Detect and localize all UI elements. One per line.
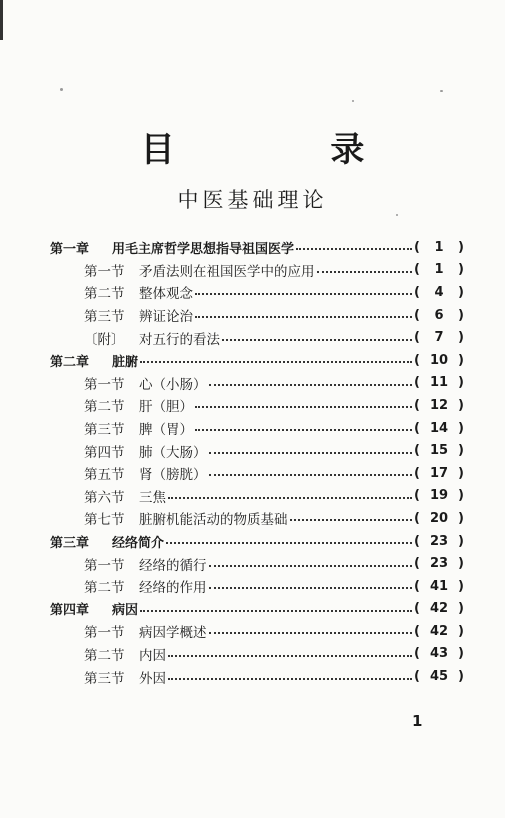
toc-chapter-row	[50, 598, 464, 621]
toc-dot-leader	[195, 429, 412, 431]
toc-entry-title: 矛盾法则在祖国医学中的应用	[139, 263, 315, 280]
open-paren: (	[414, 669, 420, 685]
toc-dot-leader	[140, 361, 412, 363]
open-paren: (	[414, 465, 420, 481]
toc-section-row	[50, 575, 464, 598]
toc-page-number: 1	[434, 262, 444, 278]
open-paren: (	[414, 284, 420, 300]
toc-entry-number: 第二节	[84, 286, 125, 303]
toc-entry-title: 肺（大肠）	[139, 444, 207, 461]
toc-dot-leader	[290, 519, 413, 521]
open-paren: (	[414, 601, 420, 617]
page-subtitle: 中医基础理论	[177, 188, 328, 212]
toc-entry-title: 经络的循行	[139, 557, 207, 574]
toc-entry-title: 心（小肠）	[139, 376, 207, 393]
toc-page-ref	[414, 534, 464, 549]
toc-section-row	[50, 326, 464, 349]
toc-page-ref	[414, 646, 464, 661]
toc-page-number: 45	[429, 669, 449, 685]
toc-chapter-row	[50, 530, 464, 553]
toc-dot-leader	[195, 406, 412, 408]
toc-dot-leader	[317, 271, 413, 273]
toc-page-ref	[414, 624, 464, 639]
toc-entry-number: 第五节	[84, 467, 125, 484]
close-paren: )	[458, 307, 464, 323]
toc-entry-title: 用毛主席哲学思想指导祖国医学	[112, 241, 295, 257]
toc-page-ref	[414, 443, 464, 458]
toc-section-row	[50, 417, 464, 440]
toc-page-ref	[414, 375, 464, 390]
toc-page-number: 23	[429, 556, 449, 572]
close-paren: )	[458, 533, 464, 549]
toc-dot-leader	[195, 293, 412, 295]
toc-section-row	[50, 507, 464, 530]
toc-entry-number: 第四章	[50, 603, 90, 619]
table-of-contents	[50, 236, 464, 688]
toc-entry-number: 第七节	[84, 512, 125, 529]
toc-dot-leader	[140, 610, 412, 612]
toc-entry-title: 整体观念	[139, 286, 193, 303]
toc-entry-number: 第一章	[50, 241, 90, 257]
toc-dot-leader	[168, 655, 412, 657]
toc-entry-number: 〔附〕	[84, 331, 125, 348]
print-speck	[352, 100, 354, 102]
toc-page-ref	[414, 308, 464, 323]
toc-dot-leader	[222, 339, 412, 341]
toc-entry-number: 第三章	[50, 535, 90, 551]
toc-dot-leader	[209, 565, 413, 567]
close-paren: )	[458, 623, 464, 639]
toc-entry-title: 三焦	[139, 489, 166, 506]
toc-entry-number: 第二节	[84, 399, 125, 416]
toc-entry-title: 辨证论治	[139, 309, 193, 326]
open-paren: (	[414, 556, 420, 572]
toc-section-row	[50, 665, 464, 688]
toc-page-ref	[414, 353, 464, 368]
toc-entry-number: 第一节	[84, 376, 125, 393]
toc-dot-leader	[168, 497, 412, 499]
toc-entry-number: 第三节	[84, 422, 125, 439]
toc-page-number: 1	[434, 239, 444, 255]
toc-page-ref	[414, 669, 464, 684]
close-paren: )	[458, 646, 464, 662]
close-paren: )	[458, 465, 464, 481]
toc-dot-leader	[209, 384, 413, 386]
toc-section-row	[50, 552, 464, 575]
toc-section-row	[50, 304, 464, 327]
toc-dot-leader	[166, 542, 412, 544]
toc-page-ref	[414, 556, 464, 571]
toc-page-ref	[414, 240, 464, 255]
toc-entry-title: 脏腑	[112, 354, 139, 370]
toc-page-ref	[414, 262, 464, 277]
toc-entry-title: 经络简介	[112, 535, 165, 551]
toc-page-ref	[414, 466, 464, 481]
toc-entry-number: 第二节	[84, 580, 125, 597]
close-paren: )	[458, 443, 464, 459]
toc-section-row	[50, 485, 464, 508]
toc-dot-leader	[168, 678, 412, 680]
toc-chapter-row	[50, 236, 464, 259]
toc-dot-leader	[209, 452, 413, 454]
toc-entry-number: 第二章	[50, 354, 90, 370]
toc-entry-title: 对五行的看法	[139, 331, 220, 348]
toc-dot-leader	[209, 474, 413, 476]
toc-section-row	[50, 372, 464, 395]
open-paren: (	[414, 510, 420, 526]
close-paren: )	[458, 284, 464, 300]
close-paren: )	[458, 239, 464, 255]
toc-page-number: 42	[429, 623, 449, 639]
toc-entry-title: 外因	[139, 670, 166, 687]
open-paren: (	[414, 352, 420, 368]
toc-page-number: 10	[429, 352, 449, 368]
open-paren: (	[414, 578, 420, 594]
toc-page-ref	[414, 511, 464, 526]
open-paren: (	[414, 623, 420, 639]
toc-page-ref	[414, 488, 464, 503]
toc-page-ref	[414, 601, 464, 616]
toc-entry-number: 第三节	[84, 670, 125, 687]
open-paren: (	[414, 420, 420, 436]
toc-section-row	[50, 259, 464, 282]
toc-entry-title: 经络的作用	[139, 580, 207, 597]
toc-page-number: 14	[429, 420, 449, 436]
toc-section-row	[50, 620, 464, 643]
toc-dot-leader	[296, 248, 412, 250]
toc-section-row	[50, 439, 464, 462]
toc-page-number: 4	[434, 284, 444, 300]
toc-page-ref	[414, 285, 464, 300]
toc-entry-title: 肝（胆）	[139, 399, 193, 416]
toc-chapter-row	[50, 349, 464, 372]
toc-page-number: 15	[429, 443, 449, 459]
close-paren: )	[458, 420, 464, 436]
toc-page-ref	[414, 421, 464, 436]
close-paren: )	[458, 556, 464, 572]
toc-entry-title: 内因	[139, 647, 166, 664]
toc-page-number: 43	[429, 646, 449, 662]
page-number: 1	[412, 712, 423, 730]
toc-entry-number: 第四节	[84, 444, 125, 461]
toc-entry-title: 病因	[112, 603, 139, 619]
open-paren: (	[414, 646, 420, 662]
open-paren: (	[414, 488, 420, 504]
open-paren: (	[414, 239, 420, 255]
open-paren: (	[414, 533, 420, 549]
close-paren: )	[458, 578, 464, 594]
toc-entry-number: 第一节	[84, 557, 125, 574]
open-paren: (	[414, 443, 420, 459]
toc-page-number: 6	[434, 307, 444, 323]
close-paren: )	[458, 375, 464, 391]
toc-entry-number: 第二节	[84, 647, 125, 664]
close-paren: )	[458, 352, 464, 368]
toc-dot-leader	[209, 587, 413, 589]
toc-page-number: 7	[434, 330, 444, 346]
toc-entry-number: 第一节	[84, 625, 125, 642]
toc-dot-leader	[209, 632, 413, 634]
toc-entry-title: 脏腑机能活动的物质基础	[139, 512, 288, 529]
toc-page-number: 19	[429, 488, 449, 504]
page-edge-mark	[0, 0, 3, 40]
open-paren: (	[414, 307, 420, 323]
toc-section-row	[50, 394, 464, 417]
open-paren: (	[414, 397, 420, 413]
close-paren: )	[458, 397, 464, 413]
toc-page-number: 12	[429, 397, 449, 413]
toc-page-ref	[414, 398, 464, 413]
toc-dot-leader	[195, 316, 412, 318]
toc-entry-number: 第三节	[84, 309, 125, 326]
close-paren: )	[458, 510, 464, 526]
toc-page-ref	[414, 579, 464, 594]
toc-page-ref	[414, 330, 464, 345]
close-paren: )	[458, 262, 464, 278]
toc-entry-title: 脾（胃）	[139, 422, 193, 439]
open-paren: (	[414, 330, 420, 346]
toc-page-number: 20	[429, 510, 449, 526]
print-speck	[60, 88, 63, 91]
toc-entry-number: 第六节	[84, 489, 125, 506]
toc-entry-title: 肾（膀胱）	[139, 467, 207, 484]
print-speck	[440, 90, 443, 92]
print-speck	[396, 214, 398, 216]
toc-page-number: 23	[429, 533, 449, 549]
toc-section-row	[50, 462, 464, 485]
toc-section-row	[50, 643, 464, 666]
toc-section-row	[50, 281, 464, 304]
toc-page-number: 41	[429, 578, 449, 594]
close-paren: )	[458, 601, 464, 617]
page-title: 目 录	[140, 130, 437, 170]
toc-page-number: 42	[429, 601, 449, 617]
toc-entry-title: 病因学概述	[139, 625, 207, 642]
toc-page-number: 17	[429, 465, 449, 481]
close-paren: )	[458, 330, 464, 346]
close-paren: )	[458, 488, 464, 504]
open-paren: (	[414, 262, 420, 278]
open-paren: (	[414, 375, 420, 391]
toc-page-number: 11	[429, 375, 449, 391]
toc-entry-number: 第一节	[84, 263, 125, 280]
close-paren: )	[458, 669, 464, 685]
